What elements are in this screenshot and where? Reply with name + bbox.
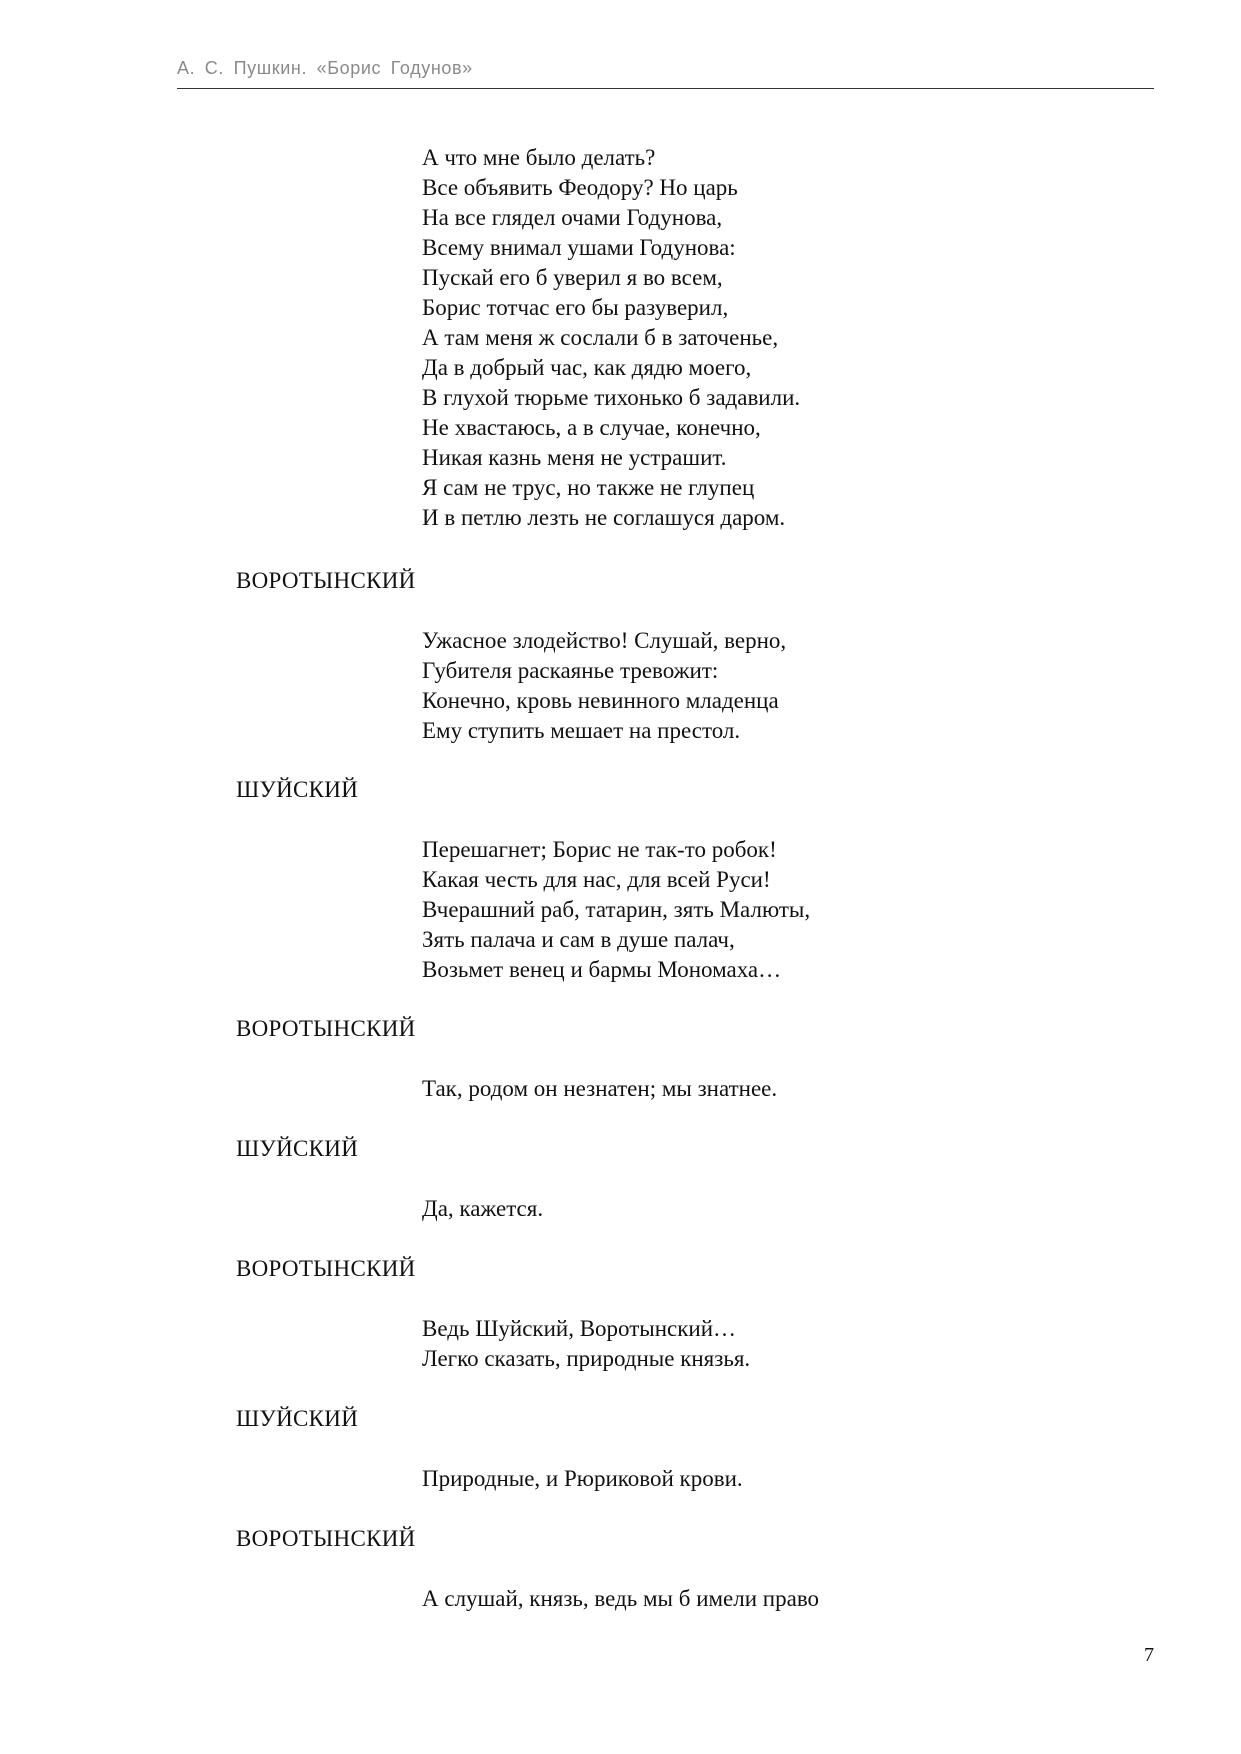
verse-line: А что мне было делать? [422, 145, 656, 170]
verse-line: Ужасное злодейство! Слушай, верно, [422, 628, 787, 653]
verse-line: Ему ступить мешает на престол. [422, 718, 741, 743]
verse-line: Возьмет венец и бармы Мономаха… [422, 957, 782, 982]
verse-block [422, 1074, 777, 1104]
header-rule [177, 88, 1154, 89]
verse-line: На все глядел очами Годунова, [422, 205, 723, 230]
verse-line: Все объявить Феодору? Но царь [422, 175, 738, 200]
speaker-name: ВОРОТЫНСКИЙ [236, 1016, 416, 1041]
speaker-name: ШУЙСКИЙ [236, 1406, 359, 1431]
verse-line: Легко сказать, природные князья. [422, 1346, 751, 1371]
verse-line: Природные, и Рюриковой крови. [422, 1466, 743, 1491]
verse-line: А слушай, князь, ведь мы б имели право [422, 1586, 820, 1611]
verse-line: Так, родом он незнатен; мы знатнее. [422, 1076, 778, 1101]
verse-line: А там меня ж сослали б в заточенье, [422, 325, 779, 350]
verse-block [422, 626, 786, 746]
speaker-name: ШУЙСКИЙ [236, 1136, 359, 1161]
verse-line: Вчерашний раб, татарин, зять Малюты, [422, 897, 811, 922]
verse-block [422, 1314, 750, 1374]
speaker-name: ШУЙСКИЙ [236, 777, 359, 802]
verse-line: Какая честь для нас, для всей Руси! [422, 867, 771, 892]
verse-line: Борис тотчас его бы разуверил, [422, 295, 729, 320]
verse-block [422, 1584, 819, 1614]
running-header: А. С. Пушкин. «Борис Годунов» [177, 58, 473, 78]
verse-line: В глухой тюрьме тихонько б задавили. [422, 385, 801, 410]
verse-line: Пускай его б уверил я во всем, [422, 265, 723, 290]
verse-line: И в петлю лезть не соглашуся даром. [422, 505, 786, 530]
verse-line: Конечно, кровь невинного младенца [422, 688, 779, 713]
page-number: 7 [1144, 1644, 1154, 1666]
verse-block [422, 143, 800, 533]
verse-block [422, 1194, 543, 1224]
verse-line: Зять палача и сам в душе палач, [422, 927, 735, 952]
verse-line: Ведь Шуйский, Воротынский… [422, 1316, 737, 1341]
speaker-name: ВОРОТЫНСКИЙ [236, 568, 416, 593]
speaker-name: ВОРОТЫНСКИЙ [236, 1526, 416, 1551]
verse-block [422, 1464, 743, 1494]
verse-line: Не хвастаюсь, а в случае, конечно, [422, 415, 761, 440]
speaker-name: ВОРОТЫНСКИЙ [236, 1256, 416, 1281]
verse-line: Перешагнет; Борис не так-то робок! [422, 837, 777, 862]
verse-line: Я сам не трус, но также не глупец [422, 475, 755, 500]
verse-line: Никая казнь меня не устрашит. [422, 445, 727, 470]
verse-line: Да, кажется. [422, 1196, 544, 1221]
verse-block [422, 835, 810, 985]
verse-line: Губителя раскаянье тревожит: [422, 658, 719, 683]
verse-line: Да в добрый час, как дядю моего, [422, 355, 752, 380]
verse-line: Всему внимал ушами Годунова: [422, 235, 736, 260]
